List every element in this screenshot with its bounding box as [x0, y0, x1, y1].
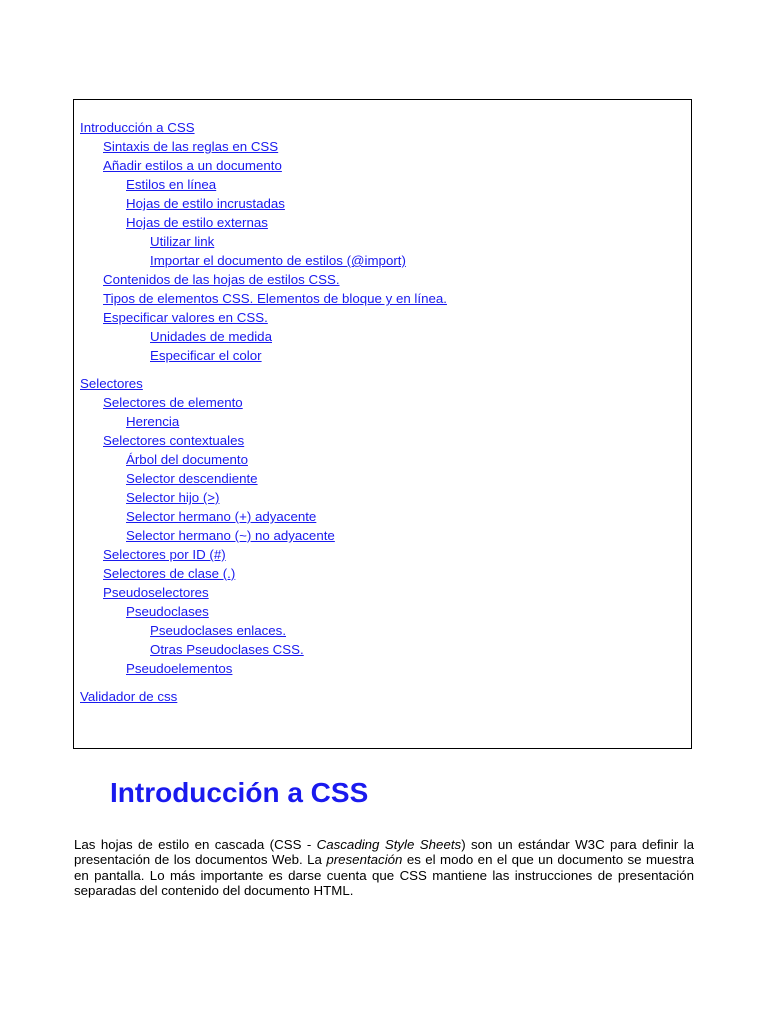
toc-link-pseudoclases[interactable]: Pseudoclases: [126, 604, 209, 619]
toc-link-validador-css[interactable]: Validador de css: [80, 689, 178, 704]
toc-link-arbol-documento[interactable]: Árbol del documento: [126, 452, 248, 467]
toc-link-introduccion-css[interactable]: Introducción a CSS: [80, 120, 195, 135]
toc-link-selectores-clase[interactable]: Selectores de clase (.): [103, 566, 236, 581]
toc-link-selector-hermano-adyacente[interactable]: Selector hermano (+) adyacente: [126, 509, 317, 524]
intro-paragraph: [74, 837, 694, 899]
toc-link-otras-pseudoclases[interactable]: Otras Pseudoclases CSS.: [150, 642, 304, 657]
toc-link-selector-descendiente[interactable]: Selector descendiente: [126, 471, 258, 486]
intro-emphasis-presentacion: presentación: [326, 852, 403, 868]
intro-text-1: Las hojas de estilo en cascada (CSS -: [74, 837, 317, 852]
toc-link-pseudoclases-enlaces[interactable]: Pseudoclases enlaces.: [150, 623, 287, 638]
toc-link-estilos-en-linea[interactable]: Estilos en línea: [126, 177, 217, 192]
toc-link-pseudoelementos[interactable]: Pseudoelementos: [126, 661, 233, 676]
toc-link-selectores-elemento[interactable]: Selectores de elemento: [103, 395, 243, 410]
toc-link-tipos-elementos[interactable]: Tipos de elementos CSS. Elementos de bloque y en línea.: [103, 291, 447, 306]
toc-link-contenidos-hojas[interactable]: Contenidos de las hojas de estilos CSS.: [103, 272, 340, 287]
toc-link-hojas-incrustadas[interactable]: Hojas de estilo incrustadas: [126, 196, 285, 211]
toc-link-selectores-contextuales[interactable]: Selectores contextuales: [103, 433, 245, 448]
toc-link-pseudoselectores[interactable]: Pseudoselectores: [103, 585, 209, 600]
toc-link-importar-documento[interactable]: Importar el documento de estilos (@import): [150, 253, 406, 268]
toc-link-selectores-id[interactable]: Selectores por ID (#): [103, 547, 226, 562]
toc-link-utilizar-link[interactable]: Utilizar link: [150, 234, 215, 249]
section-heading: Introducción a CSS: [110, 777, 369, 808]
toc-link-selector-hermano-no-adyacente[interactable]: Selector hermano (~) no adyacente: [126, 528, 335, 543]
toc-link-selectores[interactable]: Selectores: [80, 376, 143, 391]
toc-link-hojas-externas[interactable]: Hojas de estilo externas: [126, 215, 268, 230]
intro-emphasis-cascading: Cascading Style Sheets: [316, 837, 462, 852]
intro-text-3: es el modo en el que un documento se muestra en pantalla. Lo más importante es darse cuenta que CSS mantiene las instrucciones de presentación separadas del contenido del documento HTML.: [74, 852, 695, 899]
toc-link-unidades-medida[interactable]: Unidades de medida: [150, 329, 272, 344]
toc-link-especificar-color[interactable]: Especificar el color: [150, 348, 262, 363]
toc-link-herencia[interactable]: Herencia: [126, 414, 180, 429]
toc-link-especificar-valores[interactable]: Especificar valores en CSS.: [103, 310, 268, 325]
toc-link-sintaxis-reglas[interactable]: Sintaxis de las reglas en CSS: [103, 139, 279, 154]
toc-link-anadir-estilos[interactable]: Añadir estilos a un documento: [103, 158, 282, 173]
toc-link-selector-hijo[interactable]: Selector hijo (>): [126, 490, 220, 505]
intro-text-2: ) son un estándar W3C para definir la presentación de los documentos Web. La: [74, 837, 694, 868]
